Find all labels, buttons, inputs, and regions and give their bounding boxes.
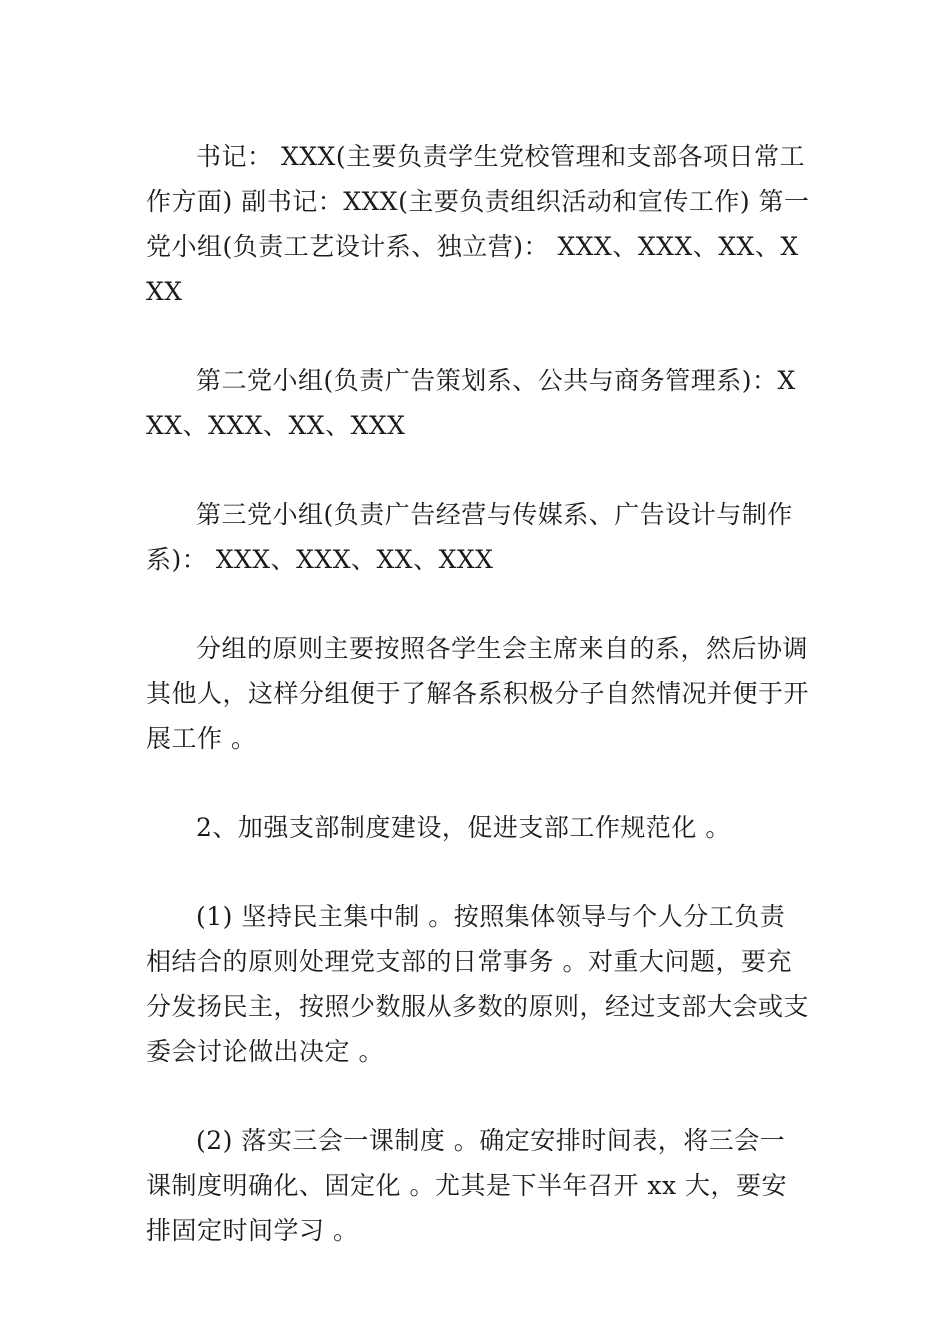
paragraph-item-one: (1) 坚持民主集中制 。按照集体领导与个人分工负责相结合的原则处理党支部的日常事务 。对重大问题，要充分发扬民主，按照少数服从多数的原则，经过支部大会或支委会讨论做出决定 。	[146, 902, 810, 1066]
paragraph-item-two: (2) 落实三会一课制度 。确定安排时间表，将三会一课制度明确化、固定化 。尤其是下半年召开 xx 大，要安排固定时间学习 。	[146, 1126, 788, 1245]
paragraph-secretaries: 书记： XXX(主要负责学生党校管理和支部各项日常工作方面) 副书记：XXX(主要负责组织活动和宣传工作) 第一党小组(负责工艺设计系、独立营)： XXX、XXX、XX、XXX	[146, 142, 810, 306]
document-body	[146, 134, 810, 1253]
paragraph-gap	[146, 448, 810, 492]
paragraph-gap	[146, 314, 810, 358]
paragraph-gap	[146, 1074, 810, 1118]
paragraph-gap	[146, 761, 810, 805]
paragraph-section-heading: 2、加强支部制度建设，促进支部工作规范化 。	[196, 813, 731, 842]
paragraph-group-three: 第三党小组(负责广告经营与传媒系、广告设计与制作系)： XXX、XXX、XX、XXX	[146, 500, 793, 574]
paragraph-gap	[146, 850, 810, 894]
paragraph-grouping-principle: 分组的原则主要按照各学生会主席来自的系，然后协调其他人，这样分组便于了解各系积极分子自然情况并便于开展工作 。	[146, 634, 810, 753]
paragraph-gap	[146, 582, 810, 626]
paragraph-group-two: 第二党小组(负责广告策划系、公共与商务管理系)：XXX、XXX、XX、XXX	[146, 366, 796, 440]
